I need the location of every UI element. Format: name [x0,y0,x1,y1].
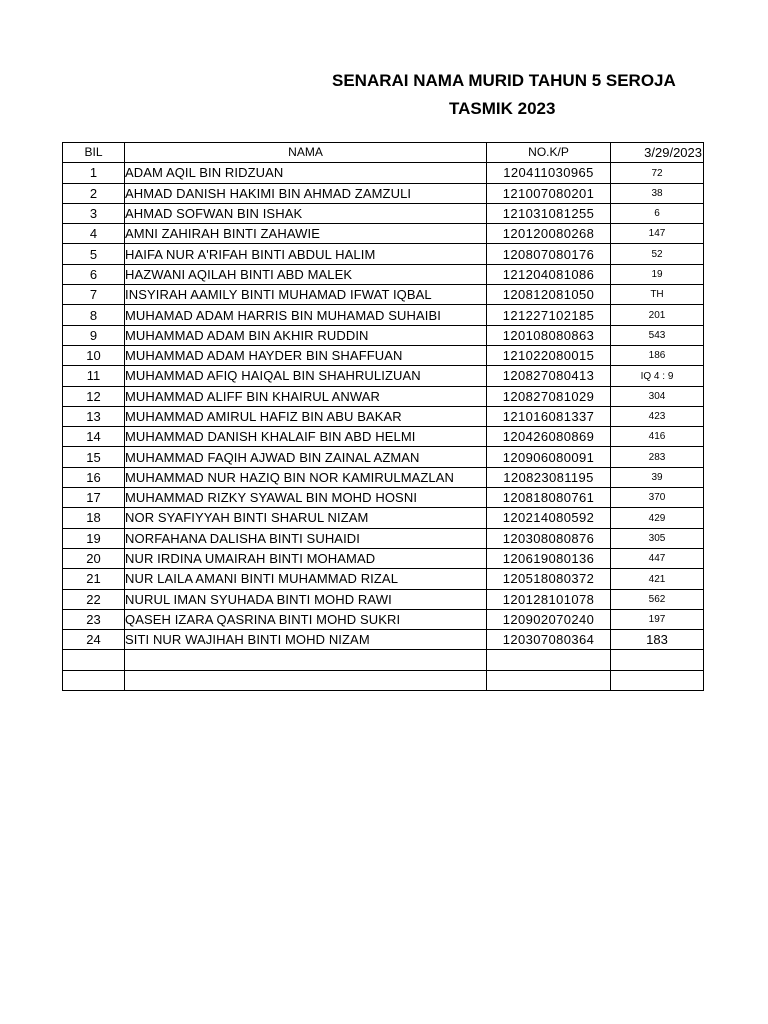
score-cell: 447 [611,548,704,568]
row-number-cell: 15 [63,447,125,467]
score-cell: 19 [611,264,704,284]
row-number-cell: 8 [63,305,125,325]
row-number-cell: 16 [63,467,125,487]
row-number-cell: 23 [63,609,125,629]
table-row [63,447,704,467]
student-name-cell: SITI NUR WAJIHAH BINTI MOHD NIZAM [125,630,487,650]
student-roster-table [62,142,704,691]
column-header-nama: NAMA [125,143,487,163]
student-name-cell: MUHAMMAD AMIRUL HAFIZ BIN ABU BAKAR [125,406,487,426]
ic-number-cell: 120411030965 [487,163,611,183]
student-name-cell: MUHAMMAD FAQIH AJWAD BIN ZAINAL AZMAN [125,447,487,467]
table-row [63,609,704,629]
score-cell: 38 [611,183,704,203]
student-name-cell: MUHAMAD ADAM HARRIS BIN MUHAMAD SUHAIBI [125,305,487,325]
student-name-cell: MUHAMMAD ALIFF BIN KHAIRUL ANWAR [125,386,487,406]
score-cell: 183 [611,630,704,650]
table-row [63,386,704,406]
ic-number-cell: 120827080413 [487,366,611,386]
student-name-cell: MUHAMMAD ADAM BIN AKHIR RUDDIN [125,325,487,345]
score-cell: 186 [611,345,704,365]
student-name-cell: QASEH IZARA QASRINA BINTI MOHD SUKRI [125,609,487,629]
table-row [63,305,704,325]
ic-number-cell: 120807080176 [487,244,611,264]
score-cell: 52 [611,244,704,264]
document-subtitle: TASMIK 2023 [449,99,556,118]
row-number-cell: 2 [63,183,125,203]
score-cell: IQ 4 : 9 [611,366,704,386]
score-cell: 39 [611,467,704,487]
empty-cell [611,670,704,690]
ic-number-cell: 120128101078 [487,589,611,609]
ic-number-cell: 120108080863 [487,325,611,345]
table-row [63,366,704,386]
row-number-cell: 11 [63,366,125,386]
empty-cell [611,650,704,670]
row-number-cell: 10 [63,345,125,365]
row-number-cell: 13 [63,406,125,426]
student-name-cell: NOR SYAFIYYAH BINTI SHARUL NIZAM [125,508,487,528]
table-row [63,488,704,508]
student-name-cell: MUHAMMAD NUR HAZIQ BIN NOR KAMIRULMAZLAN [125,467,487,487]
ic-number-cell: 121016081337 [487,406,611,426]
row-number-cell: 20 [63,548,125,568]
row-number-cell: 22 [63,589,125,609]
row-number-cell: 7 [63,285,125,305]
empty-cell [63,670,125,690]
table-row [63,406,704,426]
row-number-cell: 6 [63,264,125,284]
table-row [63,630,704,650]
ic-number-cell: 121007080201 [487,183,611,203]
table-row [63,264,704,284]
student-name-cell: MUHAMMAD RIZKY SYAWAL BIN MOHD HOSNI [125,488,487,508]
row-number-cell: 17 [63,488,125,508]
ic-number-cell: 120906080091 [487,447,611,467]
score-cell: 283 [611,447,704,467]
table-row [63,163,704,183]
score-cell: 304 [611,386,704,406]
row-number-cell: 5 [63,244,125,264]
row-number-cell: 18 [63,508,125,528]
student-name-cell: AHMAD DANISH HAKIMI BIN AHMAD ZAMZULI [125,183,487,203]
row-number-cell: 12 [63,386,125,406]
table-body [63,163,704,691]
ic-number-cell: 120426080869 [487,427,611,447]
empty-cell [125,650,487,670]
student-name-cell: NUR IRDINA UMAIRAH BINTI MOHAMAD [125,548,487,568]
empty-cell [63,650,125,670]
student-name-cell: NUR LAILA AMANI BINTI MUHAMMAD RIZAL [125,569,487,589]
score-cell: 423 [611,406,704,426]
score-cell: 543 [611,325,704,345]
student-name-cell: INSYIRAH AAMILY BINTI MUHAMAD IFWAT IQBAL [125,285,487,305]
empty-table-row [63,650,704,670]
student-name-cell: NURUL IMAN SYUHADA BINTI MOHD RAWI [125,589,487,609]
table-row [63,285,704,305]
row-number-cell: 19 [63,528,125,548]
student-name-cell: AMNI ZAHIRAH BINTI ZAHAWIE [125,224,487,244]
table-row [63,508,704,528]
column-header-date: 3/29/2023 [611,143,704,163]
ic-number-cell: 121031081255 [487,203,611,223]
empty-cell [487,650,611,670]
ic-number-cell: 120214080592 [487,508,611,528]
score-cell: 305 [611,528,704,548]
row-number-cell: 24 [63,630,125,650]
empty-table-row [63,670,704,690]
table-row [63,427,704,447]
score-cell: 421 [611,569,704,589]
empty-cell [487,670,611,690]
table-row [63,325,704,345]
ic-number-cell: 120120080268 [487,224,611,244]
table-row [63,589,704,609]
student-name-cell: MUHAMMAD AFIQ HAIQAL BIN SHAHRULIZUAN [125,366,487,386]
student-name-cell: AHMAD SOFWAN BIN ISHAK [125,203,487,223]
row-number-cell: 4 [63,224,125,244]
score-cell: 416 [611,427,704,447]
student-name-cell: HAZWANI AQILAH BINTI ABD MALEK [125,264,487,284]
document-title: SENARAI NAMA MURID TAHUN 5 SEROJA [332,71,676,90]
ic-number-cell: 120902070240 [487,609,611,629]
table-row [63,244,704,264]
row-number-cell: 1 [63,163,125,183]
ic-number-cell: 120518080372 [487,569,611,589]
score-cell: TH [611,285,704,305]
score-cell: 429 [611,508,704,528]
score-cell: 72 [611,163,704,183]
row-number-cell: 21 [63,569,125,589]
student-name-cell: MUHAMMAD DANISH KHALAIF BIN ABD HELMI [125,427,487,447]
score-cell: 147 [611,224,704,244]
row-number-cell: 14 [63,427,125,447]
score-cell: 201 [611,305,704,325]
student-name-cell: HAIFA NUR A'RIFAH BINTI ABDUL HALIM [125,244,487,264]
table-row [63,569,704,589]
score-cell: 370 [611,488,704,508]
table-row [63,528,704,548]
column-header-bil: BIL [63,143,125,163]
table-header-row [63,143,704,163]
table-row [63,467,704,487]
ic-number-cell: 120823081195 [487,467,611,487]
ic-number-cell: 120827081029 [487,386,611,406]
score-cell: 197 [611,609,704,629]
row-number-cell: 9 [63,325,125,345]
score-cell: 6 [611,203,704,223]
empty-cell [125,670,487,690]
row-number-cell: 3 [63,203,125,223]
student-name-cell: ADAM AQIL BIN RIDZUAN [125,163,487,183]
score-cell: 562 [611,589,704,609]
ic-number-cell: 121204081086 [487,264,611,284]
ic-number-cell: 121227102185 [487,305,611,325]
ic-number-cell: 120307080364 [487,630,611,650]
ic-number-cell: 120812081050 [487,285,611,305]
ic-number-cell: 120308080876 [487,528,611,548]
table-row [63,183,704,203]
ic-number-cell: 121022080015 [487,345,611,365]
column-header-ic: NO.K/P [487,143,611,163]
student-name-cell: NORFAHANA DALISHA BINTI SUHAIDI [125,528,487,548]
table-row [63,548,704,568]
table-row [63,345,704,365]
table-row [63,203,704,223]
ic-number-cell: 120619080136 [487,548,611,568]
student-name-cell: MUHAMMAD ADAM HAYDER BIN SHAFFUAN [125,345,487,365]
table-row [63,224,704,244]
ic-number-cell: 120818080761 [487,488,611,508]
